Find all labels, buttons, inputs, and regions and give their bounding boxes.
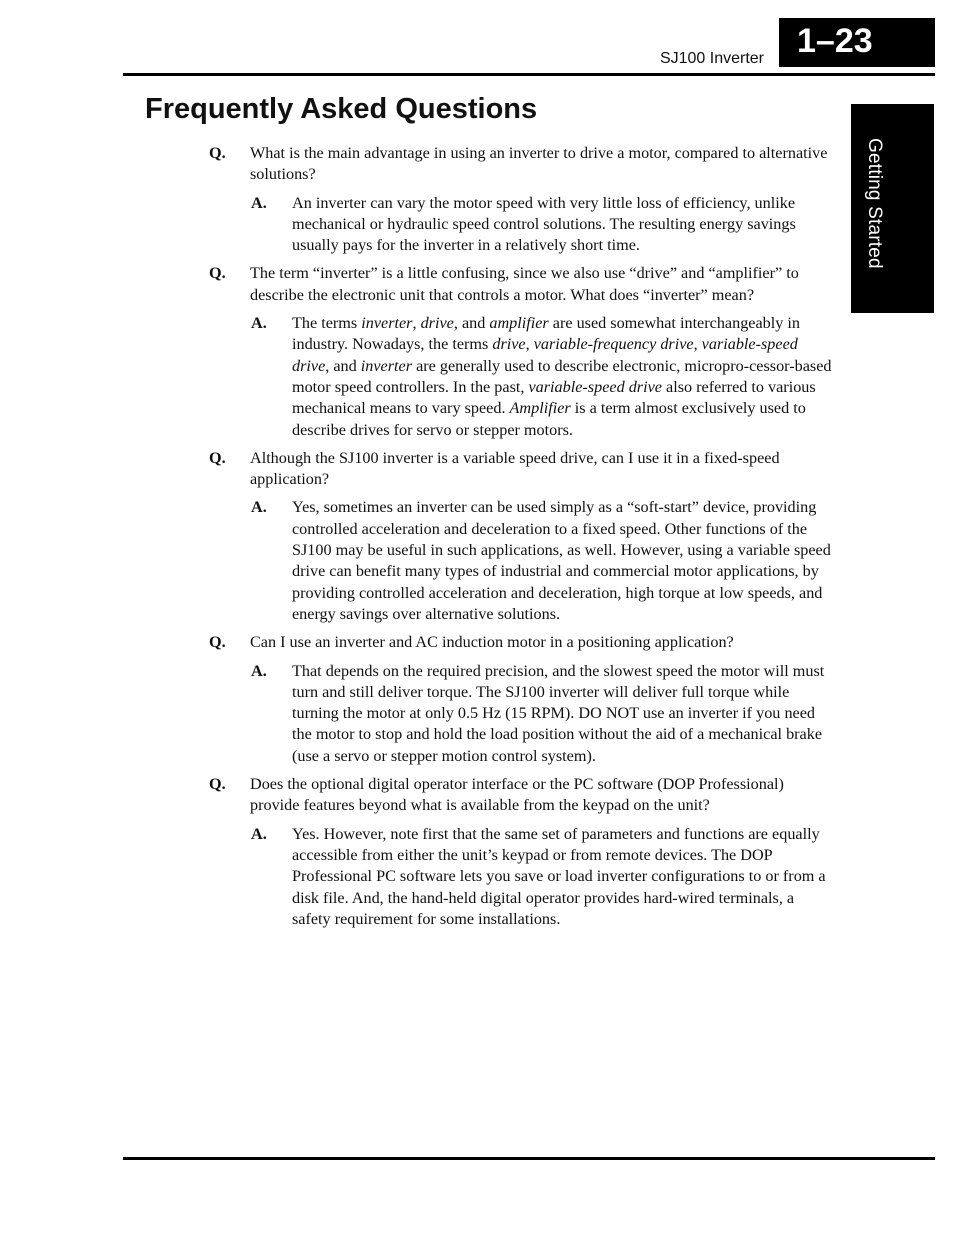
side-tab-label: Getting Started bbox=[864, 138, 885, 269]
running-header-title: SJ100 Inverter bbox=[659, 50, 764, 67]
header-rule bbox=[123, 73, 935, 76]
answer-segment: The terms bbox=[292, 314, 362, 333]
faq-answer-2 bbox=[209, 313, 834, 441]
faq-question-5 bbox=[209, 774, 834, 817]
footer-rule bbox=[123, 1157, 935, 1160]
answer-segment: are used somewhat interchangeably in industry. Nowadays, the terms bbox=[292, 314, 800, 354]
answer-text: Yes. However, note first that the same set of parameters and functions are equally accessible from either the unit’s keypad or from remote devices. The DOP Professional PC software lets you save or load inverter configurations to or from a disk file. And, the hand-held digital operator provides hard-wired terminals, a safety requirement for some installations. bbox=[292, 824, 826, 928]
answer-segment: , bbox=[412, 314, 421, 333]
faq-answer-1 bbox=[209, 193, 834, 257]
answer-marker: A. bbox=[251, 193, 267, 212]
faq-question-3 bbox=[209, 448, 834, 491]
answer-term: variable-speed drive bbox=[292, 335, 798, 375]
question-marker: Q. bbox=[209, 633, 226, 652]
answer-term: inverter bbox=[360, 356, 413, 375]
answer-segment: , and bbox=[453, 314, 490, 333]
answer-segment: is a term almost exclusively used to describe drives for servo or stepper motors. bbox=[292, 399, 806, 439]
question-marker: Q. bbox=[209, 144, 226, 162]
question-text: Does the optional digital operator interface or the PC software (DOP Professional) provide features beyond what is available from the keypad on the unit? bbox=[250, 775, 784, 815]
answer-text: Yes, sometimes an inverter can be used simply as a “soft-start” device, providing controlled acceleration and deceleration to a fixed speed. Other functions of the SJ100 may be useful in such applications, as well. However, using a variable speed drive can benefit many types of industrial and commercial motor applications, by providing controlled acceleration and deceleration, high torque at low speeds, and energy savings over alternative solutions. bbox=[292, 498, 831, 623]
question-marker: Q. bbox=[209, 775, 226, 794]
answer-term: amplifier bbox=[489, 314, 549, 333]
answer-term: drive bbox=[492, 335, 526, 354]
faq-question-2 bbox=[209, 263, 834, 306]
answer-segment: , bbox=[525, 335, 534, 354]
answer-segment: , and bbox=[325, 356, 361, 375]
answer-text bbox=[292, 313, 834, 441]
question-marker: Q. bbox=[209, 264, 226, 283]
question-text: What is the main advantage in using an inverter to drive a motor, compared to alternative solutions? bbox=[250, 144, 828, 184]
page-number-box bbox=[779, 18, 935, 67]
faq-answer-3 bbox=[209, 497, 834, 625]
faq-question-4 bbox=[209, 632, 834, 653]
section-side-tab bbox=[851, 104, 934, 313]
answer-term: drive bbox=[420, 314, 454, 333]
question-text: Can I use an inverter and AC induction motor in a positioning application? bbox=[250, 633, 734, 652]
question-text: The term “inverter” is a little confusing, since we also use “drive” and “amplifier” to describe the electronic unit that controls a motor. What does “inverter” mean? bbox=[250, 264, 799, 304]
answer-segment: , bbox=[693, 335, 702, 354]
answer-marker: A. bbox=[251, 661, 267, 680]
answer-term: variable-frequency drive bbox=[533, 335, 694, 354]
answer-marker: A. bbox=[251, 314, 267, 333]
faq-list bbox=[209, 143, 834, 930]
faq-answer-4 bbox=[209, 661, 834, 767]
question-marker: Q. bbox=[209, 448, 226, 467]
answer-term: variable-speed drive bbox=[528, 377, 662, 396]
question-text: Although the SJ100 inverter is a variable speed drive, can I use it in a fixed-speed application? bbox=[250, 448, 780, 489]
answer-term: Amplifier bbox=[509, 399, 571, 418]
answer-segment: are generally used to describe electronic, micropro-cessor-based motor speed controllers. In the past, bbox=[292, 356, 832, 396]
answer-marker: A. bbox=[251, 498, 267, 517]
answer-text: That depends on the required precision, and the slowest speed the motor will must turn and still deliver torque. The SJ100 inverter will deliver full torque while turning the motor at only 0.5 Hz (15 RPM). DO NOT use an inverter if you need the motor to stop and hold the load position without the aid of a mechanical brake (use a servo or stepper motion control system). bbox=[292, 661, 825, 765]
answer-term: inverter bbox=[361, 314, 413, 333]
faq-answer-5 bbox=[209, 824, 834, 930]
page-number: 1–23 bbox=[797, 22, 873, 60]
page-title: Frequently Asked Questions bbox=[145, 93, 538, 125]
faq-question-1 bbox=[209, 143, 834, 186]
answer-segment: also referred to various mechanical means to vary speed. bbox=[292, 377, 816, 418]
answer-text: An inverter can vary the motor speed with very little loss of efficiency, unlike mechanical or hydraulic speed control solutions. The resulting energy savings usually pays for the inverter in a relatively short time. bbox=[292, 193, 796, 255]
answer-marker: A. bbox=[251, 824, 267, 843]
